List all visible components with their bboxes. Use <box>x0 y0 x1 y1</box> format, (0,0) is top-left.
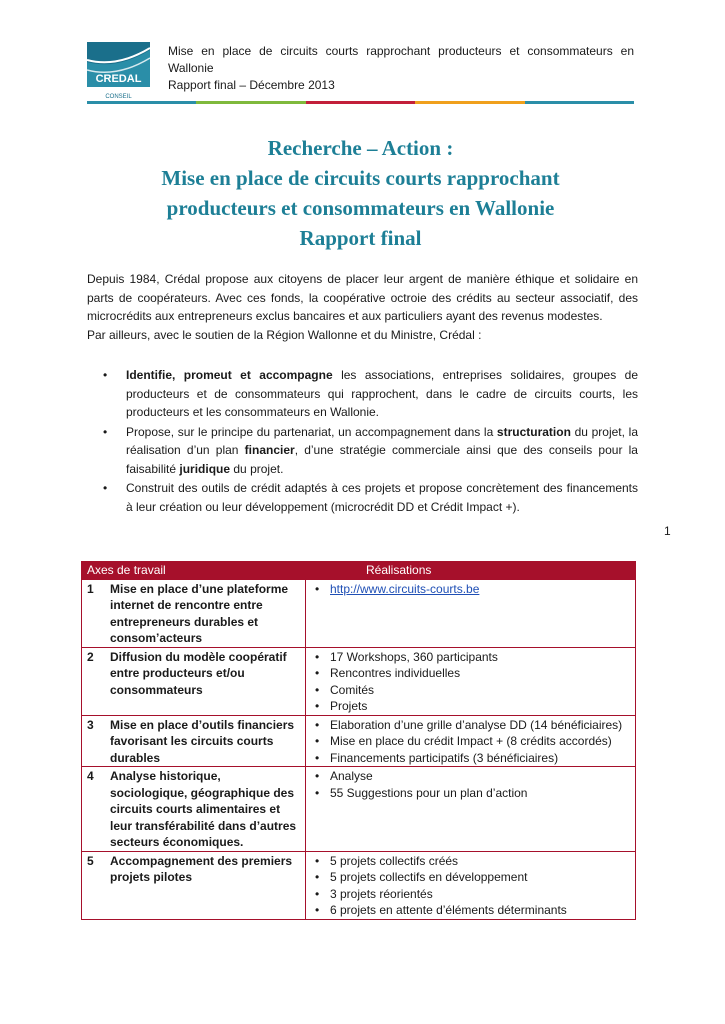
row-axe: Accompagnement des premiers projets pilotes <box>105 851 306 919</box>
realisation-item <box>311 581 630 598</box>
row-realisations <box>306 851 636 919</box>
mission-text: Construit des outils de crédit adaptés à ces projets et propose concrètement des financements à leur création ou leur développement (microcrédit DD et Crédit Impact +). <box>126 481 638 514</box>
realisation-text: 6 projets en attente d’éléments déterminants <box>330 903 567 917</box>
column-header-realisations: Réalisations <box>306 562 636 580</box>
row-realisations <box>306 715 636 767</box>
realisation-list <box>311 717 630 767</box>
realisation-list <box>311 581 630 598</box>
document-header <box>168 43 634 94</box>
mission-text: du projet, la réalisation d’un plan <box>126 424 638 457</box>
table-row <box>82 579 636 647</box>
mission-bold: Identifie, promeut et accompagne <box>126 368 333 382</box>
title-line: Mise en place de circuits courts rapprochant <box>161 166 560 190</box>
page-number: 1 <box>664 524 671 538</box>
bullet-icon: • <box>315 750 320 765</box>
realisation-item <box>311 768 630 785</box>
row-realisations <box>306 647 636 715</box>
table-row <box>82 715 636 767</box>
row-axe: Mise en place d’outils financiers favorisant les circuits courts durables <box>105 715 306 767</box>
realisation-text: Comités <box>330 682 375 697</box>
realisation-item <box>311 682 630 699</box>
mission-bold: financier <box>244 443 295 457</box>
row-realisations <box>306 767 636 852</box>
realisation-text: Financements participatifs (3 bénéficiaires) <box>330 750 559 765</box>
mission-bold: structuration <box>496 424 571 439</box>
rule-segment <box>525 101 634 104</box>
page-title <box>87 133 634 253</box>
row-number: 3 <box>82 715 106 767</box>
realisation-item <box>311 649 630 666</box>
realisation-text: Elaboration d’une grille d’analyse DD (14 bénéficiaires) <box>330 717 623 732</box>
realisation-item <box>311 665 630 682</box>
mission-text: Propose, sur le principe du partenariat, un accompagnement dans la <box>126 424 497 439</box>
realisation-list <box>311 649 630 715</box>
row-realisations <box>306 579 636 647</box>
realisation-item <box>311 853 630 870</box>
mission-item <box>103 423 638 479</box>
realisation-text: Projets <box>330 699 368 713</box>
bullet-icon: • <box>315 581 320 596</box>
bullet-icon: • <box>315 649 320 664</box>
table-row <box>82 851 636 919</box>
row-axe: Analyse historique, sociologique, géographique des circuits courts alimentaires et leur transférabilité dans d’autres secteurs économiques. <box>105 767 306 852</box>
realisation-text: 55 Suggestions pour un plan d’action <box>330 785 528 800</box>
realisation-item <box>311 886 630 903</box>
bullet-icon: • <box>315 903 320 917</box>
header-title: Mise en place de circuits courts rapprochant producteurs et consommateurs en Wallonie <box>168 44 634 75</box>
realisation-list <box>311 853 630 919</box>
mission-list <box>103 366 638 517</box>
table-row <box>82 647 636 715</box>
row-axe: Mise en place d’une plateforme internet de rencontre entre entrepreneurs durables et consom’acteurs <box>105 579 306 647</box>
mission-text: du projet. <box>230 461 284 476</box>
row-number: 4 <box>82 767 106 852</box>
mission-bold: juridique <box>179 461 231 476</box>
realisation-item <box>311 902 630 919</box>
bullet-icon: • <box>315 769 320 783</box>
realisation-list <box>311 768 630 801</box>
bullet-icon: • <box>315 717 320 732</box>
row-number: 2 <box>82 647 106 715</box>
intro-paragraph: Depuis 1984, Crédal propose aux citoyens de placer leur argent de manière éthique et solidaire en parts de coopérateurs. Avec ces fonds, la coopérative octroie des crédits au secteur associatif, des microcrédits aux entrepreneurs exclus bancaires et aux particuliers ayant des revenus modestes. <box>87 272 638 323</box>
realisation-text: Analyse <box>330 769 373 783</box>
realisation-item <box>311 785 630 802</box>
circuits-courts-link[interactable]: http://www.circuits-courts.be <box>330 581 480 596</box>
title-line: Rapport final <box>299 226 422 250</box>
table-header-row <box>82 562 636 580</box>
mission-text: les associations, entreprises solidaires, groupes de producteurs et de consommateurs qui rapprochent, dans le cadre de circuits courts, les producteurs et les consommateurs en Wallonie. <box>126 368 638 419</box>
row-axe: Diffusion du modèle coopératif entre producteurs et/ou consommateurs <box>105 647 306 715</box>
rule-segment <box>87 101 196 104</box>
realisation-item <box>311 750 630 767</box>
bullet-icon: • <box>315 734 320 748</box>
rule-segment <box>306 101 415 104</box>
realisation-text: Rencontres individuelles <box>330 666 461 680</box>
realisation-text: Mise en place du crédit Impact + (8 crédits accordés) <box>330 734 612 748</box>
table-row <box>82 767 636 852</box>
mission-text: , d’une stratégie commerciale ainsi que des conseils pour la faisabilité <box>126 443 638 476</box>
bullet-icon: • <box>103 424 108 439</box>
bullet-icon: • <box>315 870 320 884</box>
realisation-item <box>311 698 630 715</box>
bullet-icon: • <box>315 886 320 901</box>
intro-text <box>87 270 638 344</box>
row-number: 5 <box>82 851 106 919</box>
bullet-icon: • <box>315 682 320 697</box>
rule-segment <box>415 101 524 104</box>
credal-logo <box>87 42 150 102</box>
title-line: Recherche – Action : <box>267 136 454 160</box>
mission-item <box>103 366 638 422</box>
bullet-icon: • <box>315 666 320 680</box>
title-line: producteurs et consommateurs en Wallonie <box>166 196 555 220</box>
bullet-icon: • <box>103 481 108 495</box>
header-color-rule <box>87 101 634 104</box>
realisation-text: 17 Workshops, 360 participants <box>330 649 498 664</box>
bullet-icon: • <box>103 368 108 382</box>
bullet-icon: • <box>315 853 320 868</box>
realisation-item <box>311 869 630 886</box>
bullet-icon: • <box>315 699 320 713</box>
realisation-text: 3 projets réorientés <box>330 886 433 901</box>
svg-text:CREDAL: CREDAL <box>95 73 142 85</box>
mission-item <box>103 479 638 516</box>
rule-segment <box>196 101 305 104</box>
row-number: 1 <box>82 579 106 647</box>
realisation-item <box>311 717 630 734</box>
bullet-icon: • <box>315 785 320 800</box>
column-header-axes: Axes de travail <box>82 562 306 580</box>
svg-text:CONSEIL: CONSEIL <box>105 94 132 100</box>
results-table <box>81 561 636 920</box>
header-report-date: Rapport final – Décembre 2013 <box>168 78 335 92</box>
intro-paragraph: Par ailleurs, avec le soutien de la Région Wallonne et du Ministre, Crédal : <box>87 327 482 342</box>
realisation-item <box>311 733 630 750</box>
realisation-text: 5 projets collectifs en développement <box>330 870 528 884</box>
realisation-text: 5 projets collectifs créés <box>330 853 459 868</box>
